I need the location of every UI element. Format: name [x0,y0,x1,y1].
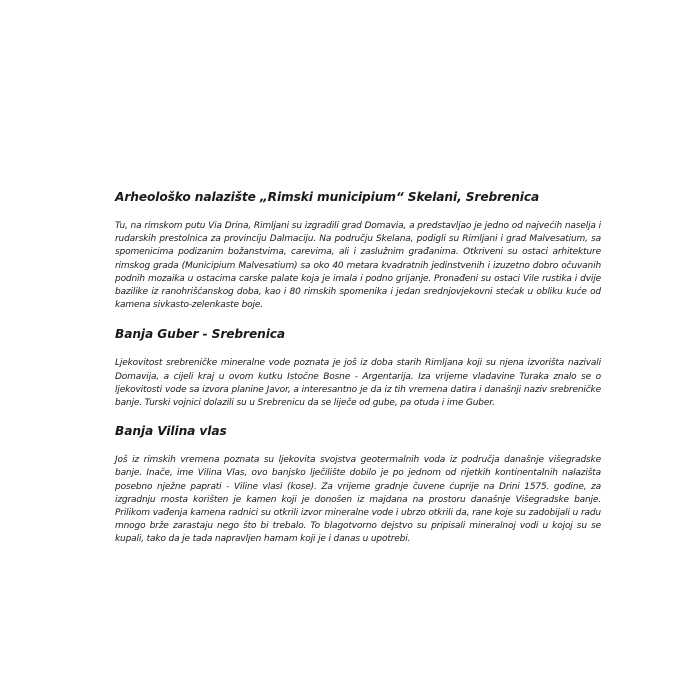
section-banja-vilina-vlas [115,424,601,546]
section-title: Banja Vilina vlas [115,424,227,439]
section-arheolosko-nalaziste [115,190,601,312]
document-page [115,190,601,547]
section-paragraph: Još iz rimskih vremena poznata su ljekovita svojstva geotermalnih voda iz područja današnje višegradske banje. Inače, ime Vilina Vlas, ovo banjsko lječilište dobilo je po jednom od rijetkih kontinentalnih nalazišta posebno nježne paprati - Viline vlasi (kose). Za vrijeme gradnje čuvene ćuprije na Drini 1575. godine, za izgradnju mosta korišten je kamen koji je donošen iz majdana na prostoru današnje Višegradske banje. Prilikom vađenja kamena radnici su otkrili izvor mineralne vode i ubrzo otkrili da, rane koje su zadobijali u radu mnogo brže zarastaju nego što bi trebalo. To blagotvorno dejstvo su pripisali mineralnoj vodi u kojoj su se kupali, tako da je tada napravljen hamam koji je i danas u upotrebi. [115,455,601,545]
section-paragraph: Ljekovitost srebreničke mineralne vode poznata je još iz doba starih Rimljana koji su njena izvorišta nazivali Domavija, a cijeli kraj u ovom kutku Istočne Bosne - Argentarija. Iza vrijeme vladavine Turaka znalo se o ljekovitosti vode sa izvora planine Javor, a interesantno je da iz tih vremena datira i današnji naziv srebreničke banje. Turski vojnici dolazili su u Srebrenicu da se liječe od gube, pa otuda i ime Guber. [115,358,601,409]
section-title: Banja Guber - Srebrenica [115,327,286,342]
section-banja-guber [115,327,601,410]
section-paragraph: Tu, na rimskom putu Via Drina, Rimljani su izgradili grad Domavia, a predstavljao je jedno od najvećih naselja i rudarskih prestolnica za provinciju Dalmaciju. Na području Skelana, podigli su Rimljani i grad Malvesatium, sa spomenicima podizanim božanstvima, carevima, ali i zaslužnim građanima. Otkriveni su ostaci arhitekture rimskog grada (Municipium Malvesatium) sa oko 40 metara kvadratnih jedinstvenih i izuzetno dobro očuvanih podnih mozaika u ostacima carske palate koja je imala i podno grijanje. Pronađeni su ostaci Vile rustika i dvije bazilike iz ranohrišćanskog doba, kao i 80 rimskih spomenika i jedan srednjovjekovni stećak u obliku kuće od kamena sivkasto-zelenkaste boje. [115,221,601,311]
section-title: Arheološko nalazište „Rimski municipium“ Skelani, Srebrenica [115,190,540,204]
